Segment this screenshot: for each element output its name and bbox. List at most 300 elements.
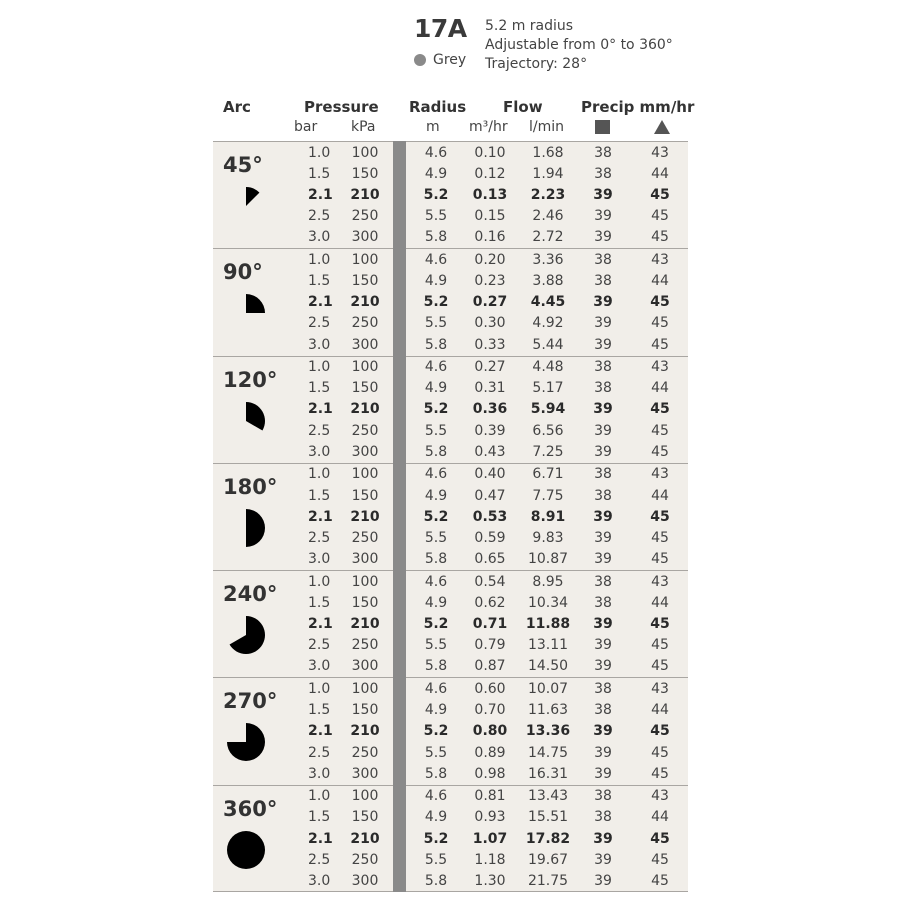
radius-m: 4.6 xyxy=(424,788,448,805)
radius-m: 4.6 xyxy=(424,359,448,376)
precip-square: 39 xyxy=(594,229,612,246)
pressure-bar: 2.5 xyxy=(308,744,331,761)
flow-m3hr: 0.23 xyxy=(474,272,506,289)
flow-lmin: 14.50 xyxy=(527,658,569,675)
table-row xyxy=(213,679,688,700)
precip-triangle: 44 xyxy=(651,165,669,182)
flow-m3hr: 0.27 xyxy=(474,359,506,376)
color-dot-icon xyxy=(414,54,426,66)
subheader-m3hr: m³/hr xyxy=(469,119,508,135)
table-row xyxy=(213,764,688,785)
precip-triangle: 43 xyxy=(651,680,669,697)
precip-triangle: 45 xyxy=(650,723,670,740)
arc-label: 120° xyxy=(223,367,278,392)
flow-lmin: 6.56 xyxy=(532,422,564,439)
pressure-kpa: 250 xyxy=(351,851,379,868)
flow-m3hr: 0.15 xyxy=(474,208,506,225)
pressure-bar: 3.0 xyxy=(308,443,331,460)
color-indicator xyxy=(414,52,466,68)
table-row xyxy=(213,507,688,528)
pressure-kpa: 300 xyxy=(351,336,379,353)
precip-triangle: 45 xyxy=(651,637,669,654)
precip-square: 38 xyxy=(594,251,612,268)
precip-triangle: 45 xyxy=(651,851,669,868)
table-row xyxy=(213,656,688,677)
precip-square: 39 xyxy=(593,294,613,311)
table-row xyxy=(213,227,688,248)
pressure-bar: 3.0 xyxy=(308,873,331,890)
flow-m3hr: 0.60 xyxy=(474,680,506,697)
radius-m: 4.6 xyxy=(424,144,448,161)
flow-m3hr: 0.31 xyxy=(474,380,506,397)
pressure-bar: 2.1 xyxy=(308,723,333,740)
performance-table xyxy=(213,141,688,892)
precip-triangle: 45 xyxy=(651,422,669,439)
radius-m: 4.6 xyxy=(424,680,448,697)
radius-m: 5.8 xyxy=(424,765,448,782)
pressure-kpa: 300 xyxy=(351,873,379,890)
spec-trajectory: Trajectory: 28° xyxy=(485,56,588,72)
precip-square: 39 xyxy=(594,637,612,654)
flow-lmin: 10.34 xyxy=(527,594,569,611)
radius-m: 5.2 xyxy=(423,401,449,418)
precip-triangle: 44 xyxy=(651,702,669,719)
flow-lmin: 21.75 xyxy=(527,873,569,890)
flow-lmin: 4.45 xyxy=(530,294,566,311)
table-row xyxy=(213,185,688,206)
pressure-kpa: 100 xyxy=(351,573,379,590)
flow-lmin: 10.07 xyxy=(527,680,569,697)
table-row xyxy=(213,421,688,442)
flow-lmin: 14.75 xyxy=(527,744,569,761)
pressure-kpa: 210 xyxy=(350,830,380,847)
arc-label: 90° xyxy=(223,260,263,285)
precip-square: 38 xyxy=(594,380,612,397)
precip-square: 38 xyxy=(594,466,612,483)
flow-m3hr: 0.65 xyxy=(474,551,506,568)
precip-square: 39 xyxy=(594,443,612,460)
flow-m3hr: 0.20 xyxy=(474,251,506,268)
table-row xyxy=(213,292,688,313)
precip-square: 38 xyxy=(594,680,612,697)
arc-label: 270° xyxy=(223,689,278,714)
table-row xyxy=(213,700,688,721)
pressure-bar: 3.0 xyxy=(308,551,331,568)
pressure-kpa: 150 xyxy=(351,594,379,611)
pressure-bar: 1.5 xyxy=(308,165,331,182)
pressure-kpa: 210 xyxy=(350,508,380,525)
precip-triangle: 44 xyxy=(651,487,669,504)
precip-triangle: 44 xyxy=(651,809,669,826)
precip-triangle: 45 xyxy=(651,551,669,568)
arc-label: 180° xyxy=(223,474,278,499)
flow-lmin: 5.17 xyxy=(532,380,564,397)
precip-triangle: 45 xyxy=(651,658,669,675)
pressure-kpa: 150 xyxy=(351,702,379,719)
flow-m3hr: 0.93 xyxy=(474,809,506,826)
pressure-bar: 2.5 xyxy=(308,637,331,654)
square-spacing-icon xyxy=(595,120,610,134)
table-row xyxy=(213,635,688,656)
table-row xyxy=(213,528,688,549)
flow-m3hr: 0.27 xyxy=(472,294,508,311)
precip-square: 38 xyxy=(594,165,612,182)
precip-triangle: 44 xyxy=(651,594,669,611)
flow-lmin: 3.36 xyxy=(532,251,564,268)
pressure-bar: 2.1 xyxy=(308,186,333,203)
flow-m3hr: 0.81 xyxy=(474,788,506,805)
color-name: Grey xyxy=(433,52,467,68)
arc-group xyxy=(213,785,688,892)
pressure-kpa: 210 xyxy=(350,723,380,740)
spec-adjustable: Adjustable from 0° to 360° xyxy=(485,37,673,53)
flow-m3hr: 0.79 xyxy=(474,637,506,654)
pressure-bar: 2.1 xyxy=(308,401,333,418)
pressure-kpa: 100 xyxy=(351,359,379,376)
arc-group xyxy=(213,677,688,784)
table-row xyxy=(213,614,688,635)
table-row xyxy=(213,313,688,334)
pressure-kpa: 150 xyxy=(351,272,379,289)
radius-m: 5.2 xyxy=(423,723,449,740)
pressure-bar: 1.5 xyxy=(308,809,331,826)
pressure-bar: 1.0 xyxy=(308,680,331,697)
radius-m: 5.5 xyxy=(424,422,448,439)
flow-m3hr: 0.40 xyxy=(474,466,506,483)
flow-lmin: 1.94 xyxy=(532,165,564,182)
table-row xyxy=(213,807,688,828)
pressure-kpa: 300 xyxy=(351,551,379,568)
spec-radius: 5.2 m radius xyxy=(485,18,574,34)
flow-lmin: 13.11 xyxy=(527,637,569,654)
flow-m3hr: 1.18 xyxy=(474,851,506,868)
radius-m: 4.9 xyxy=(424,272,448,289)
flow-m3hr: 0.33 xyxy=(474,336,506,353)
pressure-kpa: 150 xyxy=(351,165,379,182)
radius-m: 4.9 xyxy=(424,809,448,826)
subheader-bar: bar xyxy=(294,119,318,135)
flow-lmin: 7.25 xyxy=(532,443,564,460)
precip-square: 38 xyxy=(594,144,612,161)
precip-square: 39 xyxy=(594,422,612,439)
table-row xyxy=(213,871,688,892)
table-row xyxy=(213,335,688,356)
radius-m: 5.5 xyxy=(424,208,448,225)
pressure-bar: 1.0 xyxy=(308,788,331,805)
flow-lmin: 9.83 xyxy=(532,529,564,546)
precip-triangle: 44 xyxy=(651,380,669,397)
arc-label: 240° xyxy=(223,582,278,607)
table-row xyxy=(213,572,688,593)
arc-group xyxy=(213,356,688,463)
precip-square: 39 xyxy=(593,616,613,633)
radius-m: 5.2 xyxy=(423,508,449,525)
table-row xyxy=(213,829,688,850)
arc-group xyxy=(213,570,688,677)
arc-group xyxy=(213,463,688,570)
pressure-kpa: 210 xyxy=(350,294,380,311)
flow-m3hr: 0.47 xyxy=(474,487,506,504)
pressure-bar: 2.5 xyxy=(308,208,331,225)
flow-m3hr: 0.80 xyxy=(472,723,508,740)
precip-square: 39 xyxy=(593,830,613,847)
radius-m: 4.9 xyxy=(424,487,448,504)
precip-square: 39 xyxy=(594,873,612,890)
flow-lmin: 4.92 xyxy=(532,315,564,332)
pressure-kpa: 300 xyxy=(351,443,379,460)
flow-lmin: 16.31 xyxy=(527,765,569,782)
precip-triangle: 45 xyxy=(650,401,670,418)
flow-m3hr: 0.16 xyxy=(474,229,506,246)
flow-m3hr: 1.07 xyxy=(472,830,508,847)
table-row xyxy=(213,743,688,764)
flow-lmin: 11.88 xyxy=(525,616,571,633)
flow-m3hr: 1.30 xyxy=(474,873,506,890)
pressure-kpa: 100 xyxy=(351,788,379,805)
pressure-bar: 2.1 xyxy=(308,830,333,847)
pressure-kpa: 250 xyxy=(351,744,379,761)
flow-lmin: 13.43 xyxy=(527,788,569,805)
pressure-bar: 3.0 xyxy=(308,765,331,782)
radius-m: 5.5 xyxy=(424,529,448,546)
arc-label: 45° xyxy=(223,153,263,177)
table-row xyxy=(213,143,688,164)
pressure-bar: 2.1 xyxy=(308,508,333,525)
radius-m: 4.6 xyxy=(424,573,448,590)
flow-lmin: 4.48 xyxy=(532,359,564,376)
radius-m: 5.5 xyxy=(424,744,448,761)
radius-m: 5.8 xyxy=(424,336,448,353)
flow-lmin: 5.44 xyxy=(532,336,564,353)
precip-triangle: 45 xyxy=(651,315,669,332)
flow-lmin: 3.88 xyxy=(532,272,564,289)
pressure-kpa: 100 xyxy=(351,251,379,268)
arc-label: 360° xyxy=(223,796,278,821)
precip-square: 39 xyxy=(593,508,613,525)
pressure-kpa: 150 xyxy=(351,809,379,826)
precip-triangle: 45 xyxy=(651,229,669,246)
triangle-spacing-icon xyxy=(654,120,670,134)
pressure-kpa: 150 xyxy=(351,380,379,397)
radius-m: 4.9 xyxy=(424,380,448,397)
header-arc: Arc xyxy=(223,98,251,116)
pressure-bar: 2.1 xyxy=(308,294,333,311)
table-row xyxy=(213,378,688,399)
flow-lmin: 6.71 xyxy=(532,466,564,483)
flow-m3hr: 0.30 xyxy=(474,315,506,332)
precip-triangle: 43 xyxy=(651,573,669,590)
table-row xyxy=(213,593,688,614)
radius-m: 4.9 xyxy=(424,165,448,182)
pressure-bar: 1.0 xyxy=(308,466,331,483)
radius-m: 5.5 xyxy=(424,851,448,868)
flow-m3hr: 0.13 xyxy=(472,186,508,203)
pressure-bar: 1.0 xyxy=(308,251,331,268)
flow-lmin: 10.87 xyxy=(527,551,569,568)
radius-m: 4.9 xyxy=(424,702,448,719)
precip-triangle: 43 xyxy=(651,359,669,376)
table-row xyxy=(213,164,688,185)
pressure-bar: 1.5 xyxy=(308,272,331,289)
precip-square: 39 xyxy=(594,851,612,868)
pressure-bar: 2.5 xyxy=(308,851,331,868)
radius-m: 5.8 xyxy=(424,443,448,460)
radius-m: 4.6 xyxy=(424,466,448,483)
pressure-kpa: 150 xyxy=(351,487,379,504)
precip-triangle: 45 xyxy=(651,873,669,890)
pressure-bar: 1.0 xyxy=(308,359,331,376)
pressure-bar: 1.5 xyxy=(308,594,331,611)
pressure-kpa: 250 xyxy=(351,315,379,332)
flow-m3hr: 0.87 xyxy=(474,658,506,675)
table-row xyxy=(213,399,688,420)
pressure-kpa: 210 xyxy=(350,186,380,203)
pressure-bar: 3.0 xyxy=(308,658,331,675)
precip-square: 38 xyxy=(594,702,612,719)
flow-lmin: 15.51 xyxy=(527,809,569,826)
precip-square: 38 xyxy=(594,809,612,826)
header-radius: Radius xyxy=(409,98,467,116)
precip-square: 38 xyxy=(594,487,612,504)
flow-lmin: 13.36 xyxy=(525,723,571,740)
radius-m: 5.2 xyxy=(423,186,449,203)
spec-list xyxy=(485,17,673,74)
precip-triangle: 45 xyxy=(650,830,670,847)
precip-triangle: 43 xyxy=(651,144,669,161)
precip-square: 38 xyxy=(594,788,612,805)
precip-square: 39 xyxy=(594,765,612,782)
precip-square: 39 xyxy=(594,551,612,568)
flow-lmin: 8.91 xyxy=(530,508,566,525)
flow-m3hr: 0.43 xyxy=(474,443,506,460)
pressure-kpa: 210 xyxy=(350,616,380,633)
pressure-bar: 2.1 xyxy=(308,616,333,633)
pressure-bar: 1.0 xyxy=(308,573,331,590)
precip-square: 39 xyxy=(593,723,613,740)
pressure-kpa: 100 xyxy=(351,144,379,161)
flow-lmin: 8.95 xyxy=(532,573,564,590)
precip-square: 39 xyxy=(594,315,612,332)
header-precip: Precip mm/hr xyxy=(581,98,695,116)
pressure-kpa: 300 xyxy=(351,229,379,246)
radius-m: 5.8 xyxy=(424,873,448,890)
pressure-bar: 2.5 xyxy=(308,422,331,439)
header-flow: Flow xyxy=(503,98,543,116)
flow-lmin: 19.67 xyxy=(527,851,569,868)
flow-lmin: 11.63 xyxy=(527,702,569,719)
flow-lmin: 2.46 xyxy=(532,208,564,225)
precip-square: 38 xyxy=(594,359,612,376)
table-row xyxy=(213,786,688,807)
precip-triangle: 43 xyxy=(651,466,669,483)
precip-square: 38 xyxy=(594,272,612,289)
pressure-kpa: 300 xyxy=(351,658,379,675)
table-row xyxy=(213,850,688,871)
precip-square: 39 xyxy=(594,208,612,225)
precip-triangle: 45 xyxy=(650,186,670,203)
arc-group xyxy=(213,248,688,355)
precip-square: 38 xyxy=(594,594,612,611)
radius-m: 5.5 xyxy=(424,637,448,654)
pressure-kpa: 250 xyxy=(351,422,379,439)
header-pressure: Pressure xyxy=(304,98,379,116)
table-row xyxy=(213,206,688,227)
pressure-kpa: 100 xyxy=(351,680,379,697)
precip-triangle: 43 xyxy=(651,788,669,805)
pressure-kpa: 250 xyxy=(351,208,379,225)
flow-m3hr: 0.70 xyxy=(474,702,506,719)
flow-m3hr: 0.36 xyxy=(472,401,508,418)
radius-m: 5.8 xyxy=(424,658,448,675)
precip-triangle: 45 xyxy=(651,208,669,225)
flow-lmin: 5.94 xyxy=(530,401,566,418)
precip-square: 39 xyxy=(593,186,613,203)
precip-triangle: 45 xyxy=(651,744,669,761)
table-row xyxy=(213,357,688,378)
radius-column-bar xyxy=(393,141,406,892)
flow-lmin: 7.75 xyxy=(532,487,564,504)
model-number: 17A xyxy=(414,14,467,43)
precip-triangle: 45 xyxy=(650,294,670,311)
flow-lmin: 2.72 xyxy=(532,229,564,246)
flow-m3hr: 0.59 xyxy=(474,529,506,546)
pressure-kpa: 250 xyxy=(351,637,379,654)
precip-triangle: 45 xyxy=(651,336,669,353)
flow-lmin: 17.82 xyxy=(525,830,571,847)
table-row xyxy=(213,250,688,271)
precip-square: 39 xyxy=(594,744,612,761)
pressure-kpa: 300 xyxy=(351,765,379,782)
flow-m3hr: 0.10 xyxy=(474,144,506,161)
table-row xyxy=(213,721,688,742)
flow-m3hr: 0.98 xyxy=(474,765,506,782)
table-row xyxy=(213,464,688,485)
precip-triangle: 43 xyxy=(651,251,669,268)
precip-triangle: 45 xyxy=(651,765,669,782)
pressure-bar: 2.5 xyxy=(308,529,331,546)
pressure-bar: 1.5 xyxy=(308,487,331,504)
table-row xyxy=(213,549,688,570)
flow-lmin: 1.68 xyxy=(532,144,564,161)
arc-group xyxy=(213,141,688,248)
precip-triangle: 44 xyxy=(651,272,669,289)
pressure-bar: 3.0 xyxy=(308,336,331,353)
radius-m: 5.8 xyxy=(424,229,448,246)
pressure-bar: 3.0 xyxy=(308,229,331,246)
precip-square: 39 xyxy=(594,336,612,353)
flow-m3hr: 0.89 xyxy=(474,744,506,761)
precip-triangle: 45 xyxy=(650,508,670,525)
pressure-kpa: 100 xyxy=(351,466,379,483)
pressure-kpa: 210 xyxy=(350,401,380,418)
precip-triangle: 45 xyxy=(651,529,669,546)
subheader-m: m xyxy=(426,119,440,135)
radius-m: 5.8 xyxy=(424,551,448,568)
radius-m: 5.5 xyxy=(424,315,448,332)
flow-m3hr: 0.71 xyxy=(472,616,508,633)
flow-m3hr: 0.54 xyxy=(474,573,506,590)
table-row xyxy=(213,486,688,507)
radius-m: 5.2 xyxy=(423,616,449,633)
pressure-bar: 1.0 xyxy=(308,144,331,161)
precip-square: 39 xyxy=(594,529,612,546)
radius-m: 4.6 xyxy=(424,251,448,268)
flow-m3hr: 0.12 xyxy=(474,165,506,182)
table-row xyxy=(213,442,688,463)
pressure-bar: 1.5 xyxy=(308,702,331,719)
radius-m: 5.2 xyxy=(423,294,449,311)
precip-square: 38 xyxy=(594,573,612,590)
